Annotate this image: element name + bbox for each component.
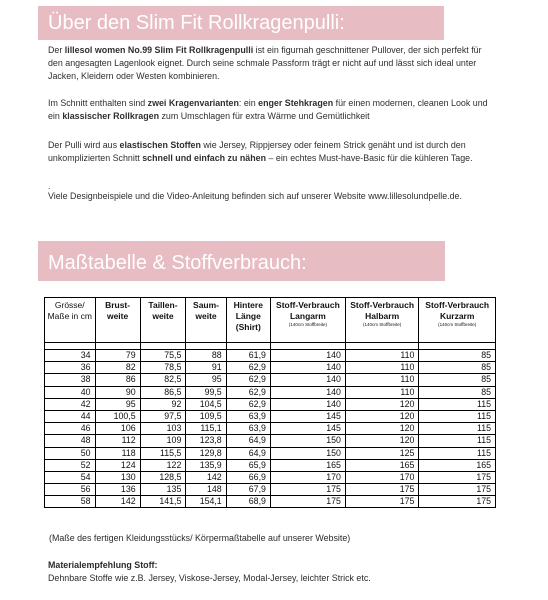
table-row	[45, 398, 496, 410]
table-cell: 115	[419, 423, 496, 435]
table-cell: 148	[186, 484, 226, 496]
empty-cell	[270, 343, 345, 350]
table-row	[45, 447, 496, 459]
column-header	[419, 298, 496, 343]
table-cell: 145	[270, 410, 345, 422]
table-cell: 64,9	[226, 435, 270, 447]
table-cell: 92	[140, 398, 186, 410]
table-cell: 62,9	[226, 398, 270, 410]
section-title-size-table: Maßtabelle & Stoffverbrauch:	[38, 241, 445, 281]
table-cell: 90	[95, 386, 140, 398]
empty-cell	[186, 343, 226, 350]
table-cell: 175	[345, 496, 418, 508]
table-cell: 165	[419, 459, 496, 471]
table-cell: 150	[270, 447, 345, 459]
table-row	[45, 350, 496, 362]
table-cell: 175	[270, 496, 345, 508]
table-cell: 61,9	[226, 350, 270, 362]
table-cell: 67,9	[226, 484, 270, 496]
table-row	[45, 496, 496, 508]
table-cell: 140	[270, 350, 345, 362]
table-cell: 44	[45, 410, 96, 422]
table-row	[45, 362, 496, 374]
table-cell: 124	[95, 459, 140, 471]
column-header-note: (140cm Stoffbreite)	[438, 322, 477, 327]
section-title-about: Über den Slim Fit Rollkragenpulli:	[38, 6, 444, 40]
bold-text: zwei Kragenvarianten	[147, 98, 239, 108]
text: ist ein figurnah geschnittener Pullover, der sich perfekt für den angesagten Lagenlook eignet. Durch seine schmale Passform trägt er nicht auf und lässt sich ideal unter Jacken, Kleidern oder Westen kombinieren.	[48, 45, 482, 82]
table-cell: 110	[345, 362, 418, 374]
column-header-label: Stoff-Verbrauch Langarm	[276, 300, 340, 321]
table-cell: 50	[45, 447, 96, 459]
table-cell: 115	[419, 447, 496, 459]
table-cell: 65,9	[226, 459, 270, 471]
table-cell: 36	[45, 362, 96, 374]
table-cell: 118	[95, 447, 140, 459]
table-cell: 34	[45, 350, 96, 362]
bold-text: elastischen Stoffen	[119, 140, 201, 150]
table-cell: 129,8	[186, 447, 226, 459]
table-note: (Maße des fertigen Kleidungsstücks/ Körpermaßtabelle auf unserer Website)	[49, 533, 351, 543]
table-cell: 56	[45, 484, 96, 496]
empty-cell	[95, 343, 140, 350]
empty-cell	[419, 343, 496, 350]
table-cell: 95	[95, 398, 140, 410]
table-cell: 135,9	[186, 459, 226, 471]
table-cell: 123,8	[186, 435, 226, 447]
column-header	[140, 298, 186, 343]
table-cell: 110	[345, 350, 418, 362]
dot-line: .	[48, 181, 51, 191]
table-cell: 63,9	[226, 410, 270, 422]
table-cell: 165	[270, 459, 345, 471]
table-cell: 112	[95, 435, 140, 447]
table-cell: 142	[186, 471, 226, 483]
table-cell: 52	[45, 459, 96, 471]
table-cell: 86,5	[140, 386, 186, 398]
bold-text: klassischer Rollkragen	[62, 111, 160, 122]
column-header-label: Brust-weite	[105, 300, 131, 321]
table-cell: 85	[419, 350, 496, 362]
table-cell: 175	[345, 484, 418, 496]
table-cell: 75,5	[140, 350, 186, 362]
table-cell: 165	[345, 459, 418, 471]
table-cell: 58	[45, 496, 96, 508]
table-row	[45, 410, 496, 422]
text: Der Pulli wird aus	[48, 140, 120, 150]
table-cell: 85	[419, 362, 496, 374]
table-cell: 64,9	[226, 447, 270, 459]
table-cell: 115	[419, 435, 496, 447]
table-cell: 78,5	[140, 362, 186, 374]
table-cell: 88	[186, 350, 226, 362]
text: zum Umschlagen für extra Wärme und Gemütlichkeit	[159, 111, 370, 122]
table-cell: 142	[95, 496, 140, 508]
table-cell: 95	[186, 374, 226, 386]
table-cell: 170	[270, 471, 345, 483]
table-cell: 85	[419, 386, 496, 398]
table-row	[45, 423, 496, 435]
table-cell: 79	[95, 350, 140, 362]
table-row	[45, 459, 496, 471]
table-cell: 62,9	[226, 386, 270, 398]
table-cell: 66,9	[226, 471, 270, 483]
empty-cell	[140, 343, 186, 350]
table-cell: 40	[45, 386, 96, 398]
material-text: Dehnbare Stoffe wie z.B. Jersey, Viskose-Jersey, Modal-Jersey, leichter Strick etc.	[48, 573, 371, 583]
table-cell: 97,5	[140, 410, 186, 422]
column-header-label: Grösse/ Maße in cm	[47, 300, 92, 321]
table-cell: 136	[95, 484, 140, 496]
column-header-label: Saum-weite	[193, 300, 220, 321]
table-cell: 175	[419, 496, 496, 508]
table-cell: 109,5	[186, 410, 226, 422]
empty-cell	[45, 343, 96, 350]
text: : ein	[238, 98, 259, 108]
table-cell: 106	[95, 423, 140, 435]
column-header-label: Hintere Länge (Shirt)	[233, 300, 263, 332]
table-cell: 125	[345, 447, 418, 459]
table-cell: 154,1	[186, 496, 226, 508]
table-cell: 140	[270, 362, 345, 374]
table-cell: 130	[95, 471, 140, 483]
intro-paragraph	[48, 44, 498, 84]
column-header-label: Stoff-Verbrauch Kurzarm	[425, 300, 490, 321]
empty-cell	[345, 343, 418, 350]
text: für einen modernen, cleanen Look und ein	[48, 98, 488, 122]
product-name: lillesol women No.99 Slim Fit Rollkragenpulli	[64, 45, 254, 55]
table-cell: 68,9	[226, 496, 270, 508]
column-header	[186, 298, 226, 343]
table-cell: 145	[270, 423, 345, 435]
table-cell: 103	[140, 423, 186, 435]
table-cell: 54	[45, 471, 96, 483]
table-cell: 82	[95, 362, 140, 374]
text: Im Schnitt enthalten sind	[48, 98, 148, 108]
table-cell: 175	[270, 484, 345, 496]
table-header-row	[45, 298, 496, 343]
table-cell: 109	[140, 435, 186, 447]
bold-text: schnell und einfach zu nähen	[142, 153, 267, 164]
table-cell: 140	[270, 374, 345, 386]
empty-cell	[226, 343, 270, 350]
material-title: Materialempfehlung Stoff:	[48, 560, 158, 570]
table-cell: 141,5	[140, 496, 186, 508]
table-cell: 38	[45, 374, 96, 386]
collar-paragraph	[48, 97, 498, 123]
table-cell: 120	[345, 398, 418, 410]
table-cell: 115	[419, 410, 496, 422]
table-cell: 115,1	[186, 423, 226, 435]
column-header-note: (140cm Stoffbreite)	[363, 322, 402, 327]
table-cell: 110	[345, 374, 418, 386]
table-cell: 115	[419, 398, 496, 410]
table-cell: 99,5	[186, 386, 226, 398]
column-header	[226, 298, 270, 343]
table-cell: 63,9	[226, 423, 270, 435]
table-cell: 175	[419, 484, 496, 496]
column-header-label: Taillen-weite	[148, 300, 178, 321]
table-cell: 85	[419, 374, 496, 386]
table-cell: 150	[270, 435, 345, 447]
table-cell: 46	[45, 423, 96, 435]
table-cell: 170	[345, 471, 418, 483]
table-cell: 135	[140, 484, 186, 496]
table-spacer-row	[45, 343, 496, 350]
table-row	[45, 374, 496, 386]
table-cell: 110	[345, 386, 418, 398]
table-cell: 48	[45, 435, 96, 447]
table-cell: 140	[270, 386, 345, 398]
table-cell: 128,5	[140, 471, 186, 483]
table-row	[45, 435, 496, 447]
table-cell: 115,5	[140, 447, 186, 459]
table-cell: 62,9	[226, 374, 270, 386]
table-cell: 120	[345, 410, 418, 422]
column-header	[95, 298, 140, 343]
table-cell: 42	[45, 398, 96, 410]
table-row	[45, 471, 496, 483]
column-header	[345, 298, 418, 343]
table-cell: 100,5	[95, 410, 140, 422]
column-header	[45, 298, 96, 343]
size-table	[44, 297, 496, 508]
text: Der	[48, 45, 65, 55]
text: wie Jersey, Rippjersey oder feinem Strick genäht und ist durch den unkomplizierten Schnitt	[48, 140, 466, 164]
bold-text: enger Stehkragen	[258, 98, 334, 108]
website-paragraph: Viele Designbeispiele und die Video-Anleitung befinden sich auf unserer Website www.lillesolundpelle.de.	[48, 191, 462, 201]
table-cell: 120	[345, 435, 418, 447]
column-header-label: Stoff-Verbrauch Halbarm	[350, 300, 415, 321]
table-cell: 120	[345, 423, 418, 435]
table-cell: 82,5	[140, 374, 186, 386]
column-header	[270, 298, 345, 343]
table-cell: 91	[186, 362, 226, 374]
fabric-paragraph	[48, 139, 498, 165]
table-cell: 175	[419, 471, 496, 483]
table-cell: 104,5	[186, 398, 226, 410]
table-cell: 122	[140, 459, 186, 471]
table-cell: 86	[95, 374, 140, 386]
table-cell: 140	[270, 398, 345, 410]
text: – ein echtes Must-have-Basic für die kühleren Tage.	[266, 153, 473, 164]
column-header-note: (140cm Stoffbreite)	[288, 322, 327, 327]
table-row	[45, 484, 496, 496]
table-cell: 62,9	[226, 362, 270, 374]
table-row	[45, 386, 496, 398]
